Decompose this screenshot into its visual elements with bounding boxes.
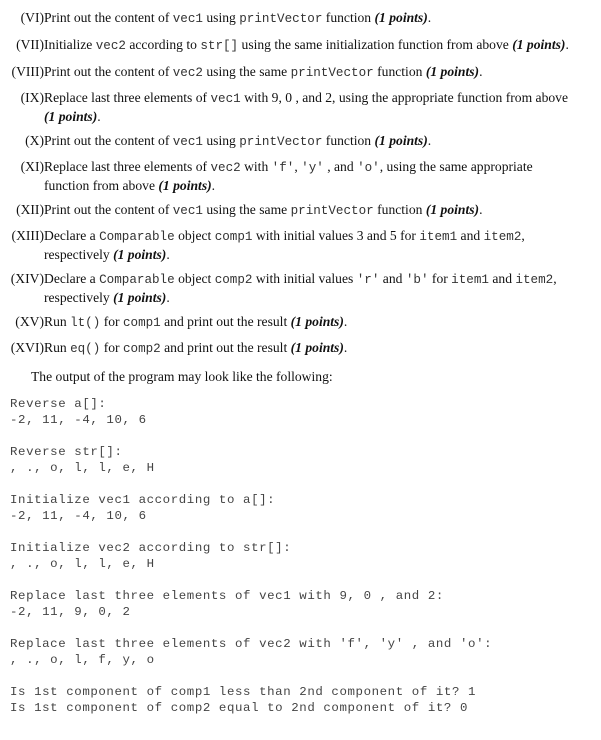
points-label: (1 points) [374,10,428,25]
text-run: Print out the content of [44,10,173,25]
code-token: Comparable [99,273,175,287]
output-block [10,444,155,476]
text-run: Print out the content of [44,133,173,148]
text-run: . [343,314,348,329]
text-run: Run [44,340,71,355]
points-label: (1 points) [374,133,428,148]
text-run: and [488,271,516,286]
code-token: item2 [483,230,522,244]
code-token: 'f' [271,161,295,175]
text-run: . [211,178,216,193]
code-token: item1 [451,273,489,287]
text-run: , using the same appropriate function from above [44,159,533,193]
code-token: vec1 [172,12,203,26]
item-number: (XI) [20,159,44,174]
output-block [10,684,476,716]
text-run: Run [44,314,71,329]
code-token: 'r' [356,273,380,287]
output-value: , ., o, l, l, e, H [10,557,155,571]
text-run: for [100,340,123,355]
code-token: printVector [239,135,323,149]
text-run: , respectively [44,271,557,305]
item-number: (X) [25,133,44,148]
text-run: . [479,202,483,217]
code-token: comp1 [122,316,161,330]
item-text [44,9,574,28]
output-value: -2, 11, -4, 10, 6 [10,413,147,427]
output-heading: Replace last three elements of vec2 with 'f', 'y' , and 'o': [10,637,493,651]
text-run: object [174,228,215,243]
text-run: using the same [202,64,291,79]
item-text [44,89,574,125]
item-text [44,313,574,332]
item-number: (VII) [16,37,44,52]
code-token: printVector [290,204,374,218]
text-run: and print out the result [160,314,291,329]
text-run: Declare a [44,271,100,286]
text-run: and print out the result [160,340,291,355]
code-token: 'o' [357,161,380,175]
text-run: using [202,10,240,25]
item-number: (XIII) [11,228,44,243]
text-run: , and [323,159,358,174]
text-run: and [379,271,406,286]
text-run: with initial values [252,271,357,286]
points-label: (1 points) [290,340,344,355]
text-run: with [240,159,272,174]
code-token: vec2 [95,39,126,53]
code-token: str[] [200,39,239,53]
item-number: (XIV) [10,271,44,286]
code-token: vec2 [172,66,203,80]
code-token: comp2 [122,342,161,356]
code-token: printVector [239,12,323,26]
item-number: (XV) [15,314,44,329]
points-label: (1 points) [512,37,566,52]
text-run: Replace last three elements of [44,90,211,105]
item-text [44,132,574,151]
code-token: Comparable [99,230,175,244]
output-heading: Initialize vec1 according to a[]: [10,493,276,507]
text-run: with 9, 0 , and 2, using the appropriate function from above [240,90,568,105]
output-block [10,636,492,668]
text-run: using the same [202,202,291,217]
code-token: 'b' [405,273,429,287]
output-value: Is 1st component of comp2 equal to 2nd component of it? 0 [10,701,469,715]
item-number: (XII) [16,202,44,217]
text-run: . [427,10,432,25]
code-token: lt() [70,316,101,330]
item-text [44,158,574,194]
output-heading: Reverse str[]: [10,445,123,459]
points-label: (1 points) [113,290,167,305]
text-run: for [428,271,452,286]
item-text [44,36,574,55]
code-token: eq() [70,342,101,356]
item-text [44,227,574,263]
text-run: with initial values 3 and 5 for [252,228,420,243]
code-token: item1 [419,230,458,244]
item-number: (VIII) [11,64,44,79]
points-label: (1 points) [425,202,480,217]
text-run: . [479,64,483,79]
output-heading: Reverse a[]: [10,397,107,411]
code-token: vec1 [172,204,203,218]
text-run: for [100,314,123,329]
item-text [44,63,574,82]
points-label: (1 points) [113,247,167,262]
code-token: vec1 [210,92,241,106]
item-text [44,201,574,220]
item-text [44,339,574,358]
output-value: , ., o, l, l, e, H [10,461,155,475]
code-token: 'y' [301,161,324,175]
text-run: . [565,37,569,52]
points-label: (1 points) [290,314,344,329]
output-value: -2, 11, 9, 0, 2 [10,605,131,619]
item-number: (XVI) [10,340,44,355]
text-run: . [427,133,432,148]
output-value: -2, 11, -4, 10, 6 [10,509,147,523]
text-run: . [166,247,170,262]
code-token: printVector [290,66,374,80]
text-run: . [97,109,101,124]
text-run: using [202,133,240,148]
text-run: . [343,340,348,355]
text-run: function [322,10,375,25]
code-token: vec2 [210,161,241,175]
output-heading: Initialize vec2 according to str[]: [10,541,292,555]
text-run: . [166,290,170,305]
output-block [10,588,444,620]
output-heading: Replace last three elements of vec1 with 9, 0 , and 2: [10,589,444,603]
text-run: function [373,64,426,79]
item-number: (IX) [20,90,44,105]
text-run: function [322,133,375,148]
code-token: comp1 [214,230,253,244]
text-run: function [373,202,426,217]
text-run: Print out the content of [44,202,173,217]
output-value: , ., o, l, f, y, o [10,653,155,667]
text-run: object [174,271,215,286]
text-run: according to [125,37,201,52]
text-run: , respectively [44,228,525,262]
output-block [10,540,291,572]
text-run: using the same initialization function from above [238,37,513,52]
text-run: Print out the content of [44,64,173,79]
text-run: Initialize [44,37,96,52]
points-label: (1 points) [425,64,480,79]
points-label: (1 points) [44,109,98,124]
points-label: (1 points) [158,178,212,193]
text-run: Declare a [44,228,100,243]
output-block [10,492,275,524]
output-block [10,396,147,428]
code-token: comp2 [214,273,253,287]
item-text [44,270,574,306]
item-number: (VI) [20,10,44,25]
text-run: Replace last three elements of [44,159,211,174]
output-intro: The output of the program may look like the following: [31,369,333,384]
text-run: , [294,159,302,174]
code-token: item2 [515,273,554,287]
output-heading: Is 1st component of comp1 less than 2nd component of it? 1 [10,685,477,699]
text-run: and [457,228,484,243]
code-token: vec1 [172,135,203,149]
